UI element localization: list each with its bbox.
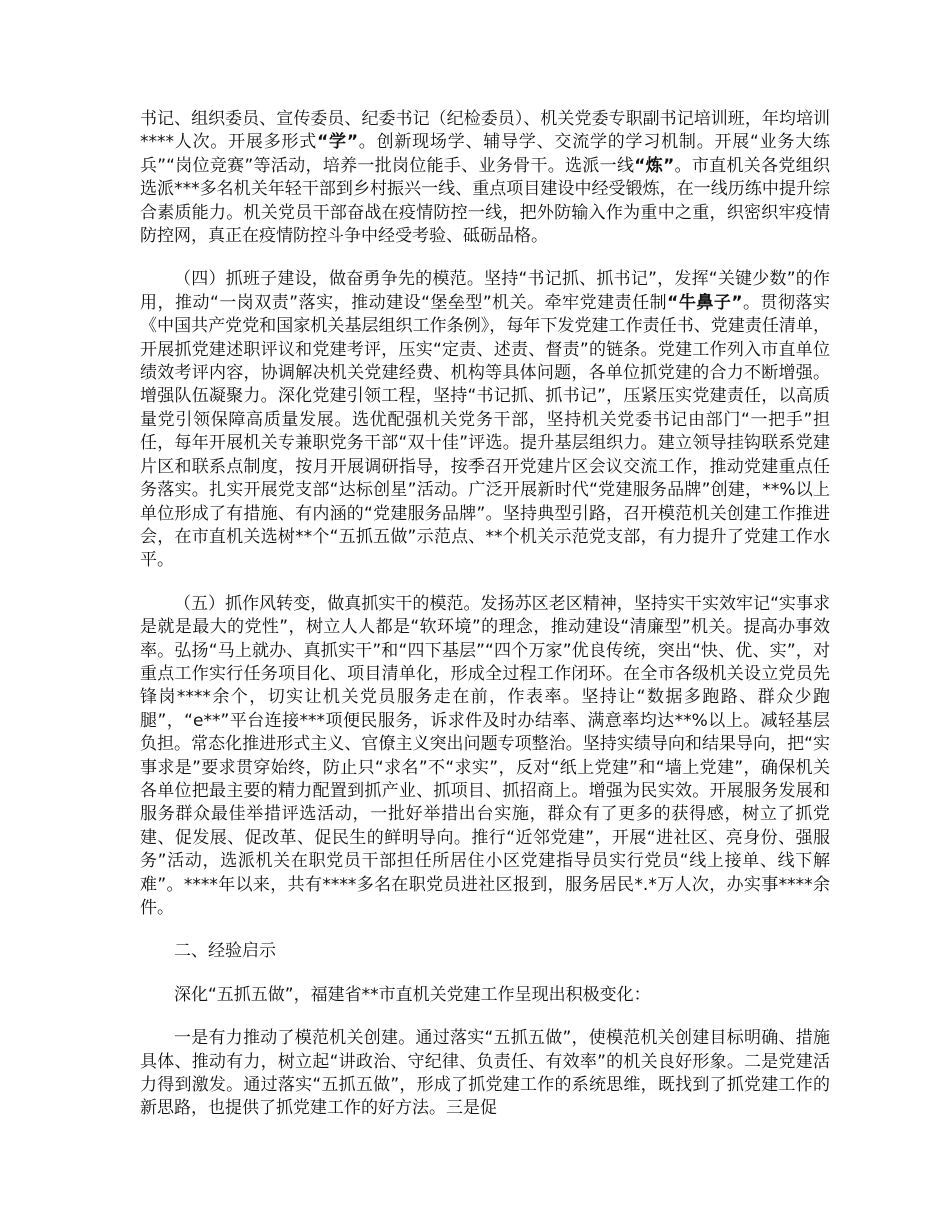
text-run: 书记、组织委员、宣传委员、纪委书记（纪检委员）、机关党委专职副书记培训班，年均培训****人次。开展多形式 (140, 109, 830, 153)
paragraph-section-four (140, 268, 830, 572)
text-run: （四）抓班子建设，做奋勇争先的模范。坚持“书记抓、抓书记”，发挥“关键少数”的作用，推动“一岗双责”落实，推动建设“堡垒型”机关。牵牢党建责任制 (140, 269, 830, 313)
section-heading: 二、经验启示 (174, 941, 276, 962)
document-page (140, 108, 830, 1141)
bold-text-run: “学” (317, 132, 358, 153)
paragraph-1 (140, 108, 830, 248)
final-paragraph: 一是有力推动了模范机关创建。通过落实“五抓五做”，使模范机关创建目标明确、措施具体、推动有力，树立起“讲政治、守纪律、负责任、有效率”的机关良好形象。二是党建活力得到激发。通过落实“五抓五做”，形成了抓党建工作的系统思维，既找到了抓党建工作的新思路，也提供了抓党建工作的好方法。三是促 (140, 1028, 830, 1119)
text-run: 。市直机关各党组织选派***多名机关年轻干部到乡村振兴一线、重点项目建设中经受锻炼，在一线历练中提升综合素质能力。机关党员干部奋战在疫情防控一线，把外防输入作为重中之重，织密织牢疫情防控网，真正在疫情防控斗争中经受考验、砥砺品格。 (140, 155, 830, 247)
text-run: （五）抓作风转变，做真抓实干的模范。发扬苏区老区精神，坚持实干实效牢记“实事求是就是最大的党性”，树立人人都是“软环境”的理念，推动建设“清廉型”机关。提高办事效率。弘扬“马上就办、真抓实干”和“四下基层”“四个万家”优良传统，突出“快、优、实”，对重点工作实行任务项目化、项目清单化，形成全过程工作闭环。在全市各级机关设立党员先锋岗****余个，切实让机关党员服务走在前，作表率。坚持让“数据多跑路、群众少跑腿”，“e**”平台连接***项便民服务，诉求件及时办结率、满意率均达**%以上。减轻基层负担。常态化推进形式主义、官僚主义突出问题专项整治。坚持实绩导向和结果导向，把“实事求是”要求贯穿始终，防止只“求名”不“求实”，反对“纸上党建”和“墙上党建”，确保机关各单位把最主要的精力配置到抓产业、抓项目、抓招商上。增强为民实效。开展服务发展和服务群众最佳举措评选活动，一批好举措出台实施，群众有了更多的获得感，树立了抓党建、促发展、促改革、促民生的鲜明导向。推行“近邻党建”，开展“进社区、亮身份、强服务”活动，选派机关在职党员干部担任所居住小区党建指导员实行党员“线上接单、线下解难”。****年以来，共有****多名在职党员进社区报到，服务居民*.*万人次，办实事****余件。 (140, 593, 830, 918)
bold-text-run: “炼” (634, 155, 675, 176)
intro-paragraph: 深化“五抓五做”，福建省**市直机关党建工作呈现出积极变化： (174, 984, 651, 1005)
text-run: 。创新现场学、辅导学、交流学的学习机制。开展“业务大练兵”“岗位竞赛”等活动，培养一批岗位能手、业务骨干。选派一线 (140, 132, 830, 176)
paragraph-section-five (140, 593, 830, 921)
bold-text-run: “牛鼻子” (667, 292, 743, 313)
text-run: 。贯彻落实《中国共产党党和国家机关基层组织工作条例》，每年下发党建工作责任书、党建责任清单，开展抓党建述职评议和党建考评，压实“定责、述责、督责”的链条。党建工作列入市直单位绩效考评内容，协调解决机关党建经费、机构等具体问题，各单位抓党建的合力不断增强。增强队伍凝聚力。深化党建引领工程，坚持“书记抓、抓书记”，压紧压实党建责任，以高质量党引领保障高质量发展。选优配强机关党务干部，坚持机关党委书记由部门“一把手”担任，每年开展机关专兼职党务干部“双十佳”评选。提升基层组织力。建立领导挂钩联系党建片区和联系点制度，按月开展调研指导，按季召开党建片区会议交流工作，推动党建重点任务落实。扎实开展党支部“达标创星”活动。广泛开展新时代“党建服务品牌”创建，**%以上单位形成了有措施、有内涵的“党建服务品牌”。坚持典型引路，召开模范机关创建工作推进会，在市直机关选树**个“五抓五做”示范点、**个机关示范党支部，有力提升了党建工作水平。 (140, 292, 830, 571)
